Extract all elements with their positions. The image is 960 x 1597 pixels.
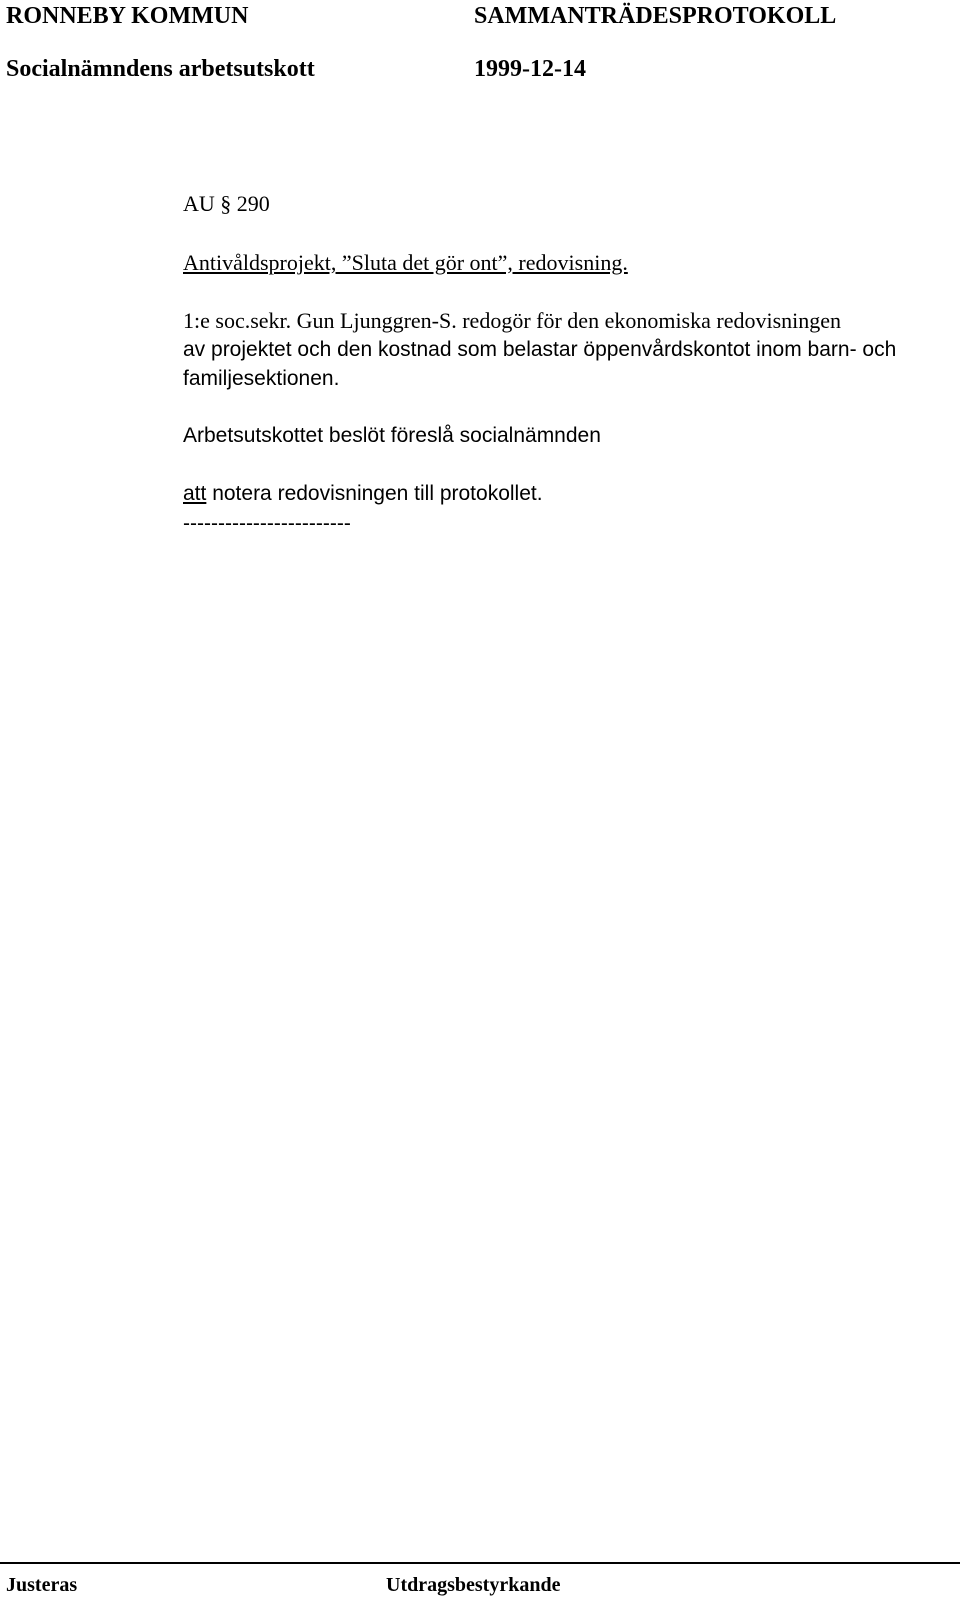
decision-text: notera redovisningen till protokollet. xyxy=(206,482,543,505)
item-title: Antivåldsprojekt, ”Sluta det gör ont”, redovisning. xyxy=(183,250,628,275)
decision-line xyxy=(183,479,543,508)
decision-keyword: att xyxy=(183,482,207,505)
decision-intro: Arbetsutskottet beslöt föreslå socialnämnden xyxy=(183,424,601,447)
municipality-name: RONNEBY KOMMUN xyxy=(6,3,249,29)
committee-name: Socialnämndens arbetsutskott xyxy=(6,56,315,82)
intro-line-1 xyxy=(183,306,841,336)
item-number: AU § 290 xyxy=(183,191,270,216)
document-type: SAMMANTRÄDESPROTOKOLL xyxy=(474,3,837,29)
footer-divider xyxy=(0,1562,960,1564)
separator-line: ------------------------ xyxy=(183,512,351,535)
intro-line-2: av projektet och den kostnad som belastar öppenvårdskontot inom barn- och xyxy=(183,338,897,361)
footer-justeras: Justeras xyxy=(6,1574,78,1596)
intro-line-3: familjesektionen. xyxy=(183,367,340,390)
meeting-date: 1999-12-14 xyxy=(474,56,586,82)
intro-line-1-text: 1:e soc.sekr. Gun Ljunggren-S. redogör för den ekonomiska redovisningen xyxy=(183,308,842,333)
footer-utdragsbestyrkande: Utdragsbestyrkande xyxy=(386,1574,561,1596)
